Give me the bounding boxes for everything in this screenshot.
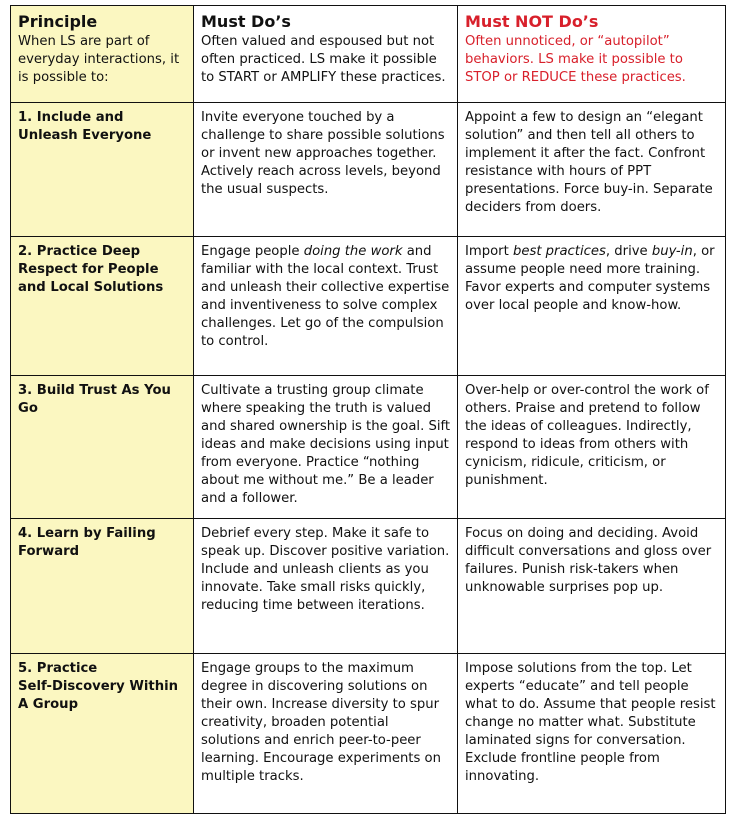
principle-cell: 3. Build Trust As You Go <box>11 376 194 519</box>
must-header-title: Must Do’s <box>201 12 291 31</box>
principle-line-1: 5. Practice <box>18 661 98 676</box>
must-header-subtitle: Often valued and espoused but not often practiced. LS make it possible to START or AMPLIFY these practices. <box>201 34 446 85</box>
principles-table <box>10 5 726 814</box>
not-text-emphasis-2: buy-in <box>651 244 693 259</box>
not-cell: Impose solutions from the top. Let experts “educate” and tell people what to do. Assume that people resist change no matter what. Substitute laminated signs for conversation. Exclude frontline people from innovating. <box>458 654 726 814</box>
principles-table-wrapper <box>10 5 726 814</box>
principle-header-cell <box>11 6 194 103</box>
not-cell: Focus on doing and deciding. Avoid difficult conversations and gloss over failures. Punish risk-takers when unknowable surprises pop up. <box>458 519 726 654</box>
principle-cell: 2. Practice Deep Respect for People and Local Solutions <box>11 237 194 376</box>
principle-cell: 4. Learn by Failing Forward <box>11 519 194 654</box>
must-cell: Engage groups to the maximum degree in discovering solutions on their own. Increase diversity to spur creativity, broaden potential solutions and enrich peer-to-peer learning. Encourage experiments on multiple tracks. <box>194 654 458 814</box>
must-text-a: Engage people <box>201 244 304 259</box>
not-cell: Appoint a few to design an “elegant solution” and then tell all others to implement it after the fact. Confront resistance with hours of PPT presentations. Force buy-in. Separate deciders from doers. <box>458 103 726 237</box>
must-text-b: and familiar with the local context. Trust and unleash their collective expertise and inventiveness to solve complex challenges. Let go of the compulsion to control. <box>201 244 450 349</box>
must-cell: Invite everyone touched by a challenge to share possible solutions or invent new approaches together. Actively reach across levels, beyond the usual suspects. <box>194 103 458 237</box>
not-text-b: , drive <box>605 244 652 259</box>
not-cell: Over-help or over-control the work of others. Praise and pretend to follow the ideas of colleagues. Indirectly, respond to ideas from others with cynicism, ridicule, criticism, or punishment. <box>458 376 726 519</box>
not-header-cell <box>458 6 726 103</box>
must-cell: Cultivate a trusting group climate where speaking the truth is valued and shared ownership is the goal. Sift ideas and make decisions using input from everyone. Practice “nothing about me without me.” Be a leader and a follower. <box>194 376 458 519</box>
not-text-a: Import <box>465 244 513 259</box>
principle-cell: 1. Include and Unleash Everyone <box>11 103 194 237</box>
must-text-emphasis: doing the work <box>303 244 403 259</box>
principle-cell <box>11 654 194 814</box>
not-header-title: Must NOT Do’s <box>465 12 599 31</box>
table-row <box>11 519 726 654</box>
table-header-row <box>11 6 726 103</box>
must-cell <box>194 237 458 376</box>
table-row <box>11 103 726 237</box>
not-text-c: , or assume people need more training. Favor experts and computer systems over local people and know-how. <box>465 244 715 313</box>
table-row <box>11 376 726 519</box>
not-cell <box>458 237 726 376</box>
table-row <box>11 237 726 376</box>
principle-line-2: Self-Discovery Within A Group <box>18 679 179 712</box>
principle-header-title: Principle <box>18 12 98 31</box>
not-header-subtitle: Often unnoticed, or “autopilot” behaviors. LS make it possible to STOP or REDUCE these practices. <box>465 34 686 85</box>
must-header-cell <box>194 6 458 103</box>
not-text-emphasis-1: best practices <box>512 244 606 259</box>
must-cell: Debrief every step. Make it safe to speak up. Discover positive variation. Include and unleash clients as you innovate. Take small risks quickly, reducing time between iterations. <box>194 519 458 654</box>
table-row <box>11 654 726 814</box>
principle-header-subtitle: When LS are part of everyday interactions, it is possible to: <box>18 34 180 85</box>
